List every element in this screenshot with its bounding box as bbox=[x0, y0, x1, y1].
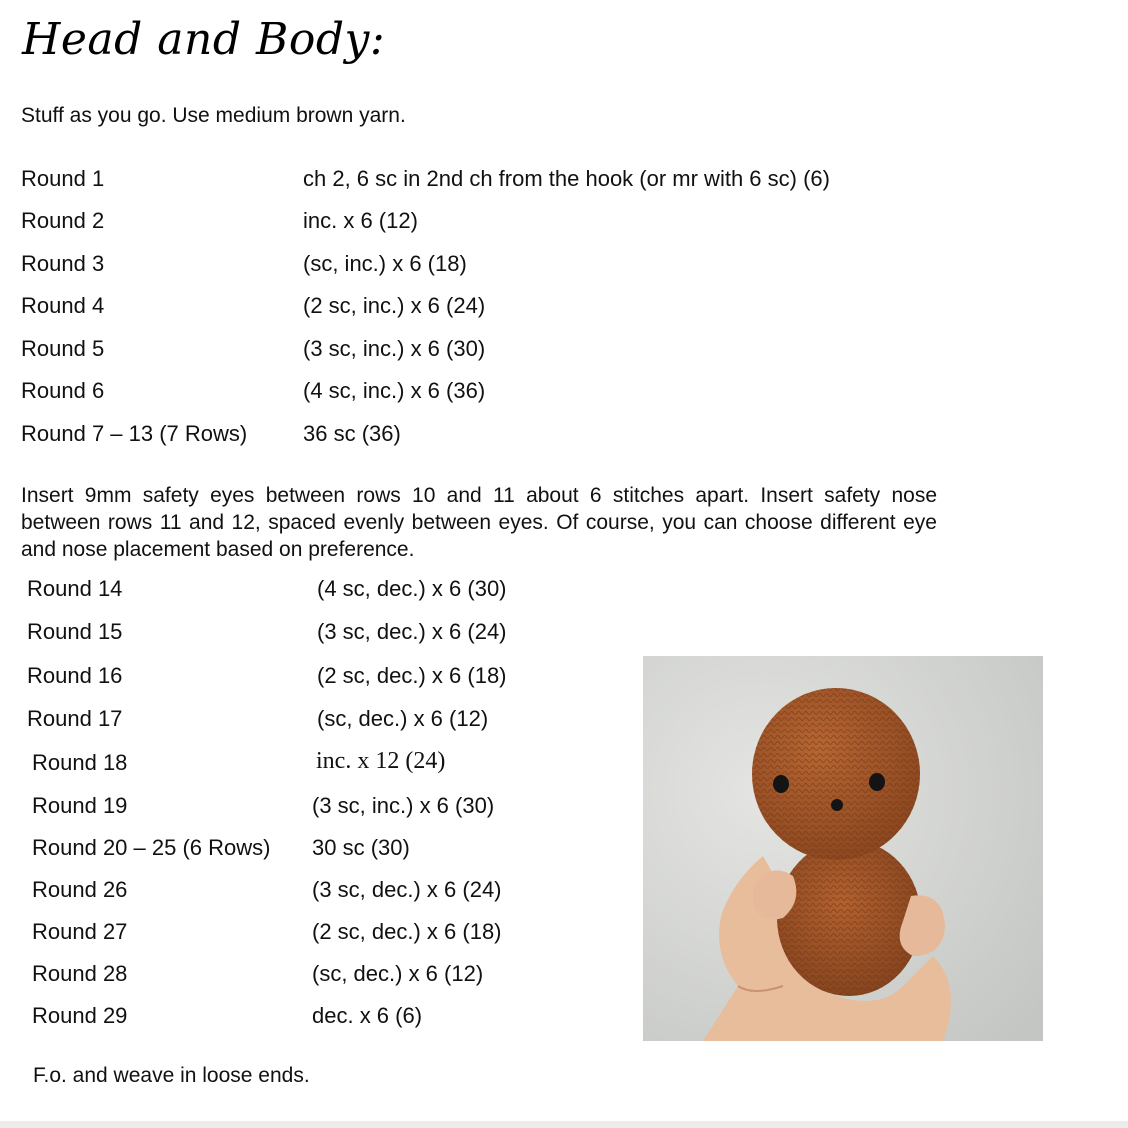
round-label: Round 15 bbox=[27, 619, 123, 644]
round-instruction: 30 sc (30) bbox=[312, 835, 410, 860]
round-label: Round 18 bbox=[32, 750, 128, 775]
round-instruction: (2 sc, dec.) x 6 (18) bbox=[312, 919, 502, 944]
amigurumi-photo bbox=[643, 656, 1043, 1041]
round-label: Round 20 – 25 (6 Rows) bbox=[32, 835, 271, 860]
round-instruction: (sc, inc.) x 6 (18) bbox=[303, 251, 467, 276]
round-instruction: (3 sc, inc.) x 6 (30) bbox=[303, 336, 486, 361]
round-label: Round 27 bbox=[32, 919, 128, 944]
round-label: Round 29 bbox=[32, 1003, 128, 1028]
page-bottom-border bbox=[0, 1121, 1128, 1128]
round-instruction: (4 sc, inc.) x 6 (36) bbox=[303, 378, 486, 403]
round-label: Round 2 bbox=[21, 208, 105, 233]
round-instruction: (3 sc, dec.) x 6 (24) bbox=[317, 619, 507, 644]
round-instruction: inc. x 12 (24) bbox=[316, 748, 446, 774]
round-label: Round 7 – 13 (7 Rows) bbox=[21, 421, 248, 446]
round-instruction: (2 sc, dec.) x 6 (18) bbox=[317, 663, 507, 688]
round-label: Round 26 bbox=[32, 877, 128, 902]
round-label: Round 17 bbox=[27, 706, 123, 731]
round-label: Round 16 bbox=[27, 663, 123, 688]
round-label: Round 1 bbox=[21, 166, 105, 191]
round-instruction: (sc, dec.) x 6 (12) bbox=[312, 961, 484, 986]
safety-eyes-note: Insert 9mm safety eyes between rows 10 and 11 about 6 stitches apart. Insert safety nose between rows 11 and 12, spaced evenly between eyes. Of course, you can choose different eye and nose placement based on preference. bbox=[21, 484, 937, 561]
round-label: Round 3 bbox=[21, 251, 105, 276]
round-instruction: ch 2, 6 sc in 2nd ch from the hook (or mr with 6 sc) (6) bbox=[303, 166, 830, 191]
round-label: Round 14 bbox=[27, 576, 123, 601]
round-instruction: (2 sc, inc.) x 6 (24) bbox=[303, 293, 486, 318]
round-instruction: dec. x 6 (6) bbox=[312, 1003, 423, 1028]
finish-instruction: F.o. and weave in loose ends. bbox=[33, 1064, 310, 1087]
round-label: Round 6 bbox=[21, 378, 105, 403]
page-title: Head and Body: bbox=[22, 14, 386, 65]
round-instruction: (4 sc, dec.) x 6 (30) bbox=[317, 576, 507, 601]
round-label: Round 28 bbox=[32, 961, 128, 986]
round-instruction: 36 sc (36) bbox=[303, 421, 401, 446]
intro-text: Stuff as you go. Use medium brown yarn. bbox=[21, 104, 406, 127]
round-label: Round 5 bbox=[21, 336, 105, 361]
round-instruction: (3 sc, dec.) x 6 (24) bbox=[312, 877, 502, 902]
round-instruction: (3 sc, inc.) x 6 (30) bbox=[312, 793, 495, 818]
round-label: Round 19 bbox=[32, 793, 128, 818]
round-instruction: (sc, dec.) x 6 (12) bbox=[317, 706, 489, 731]
round-label: Round 4 bbox=[21, 293, 105, 318]
round-instruction: inc. x 6 (12) bbox=[303, 208, 418, 233]
